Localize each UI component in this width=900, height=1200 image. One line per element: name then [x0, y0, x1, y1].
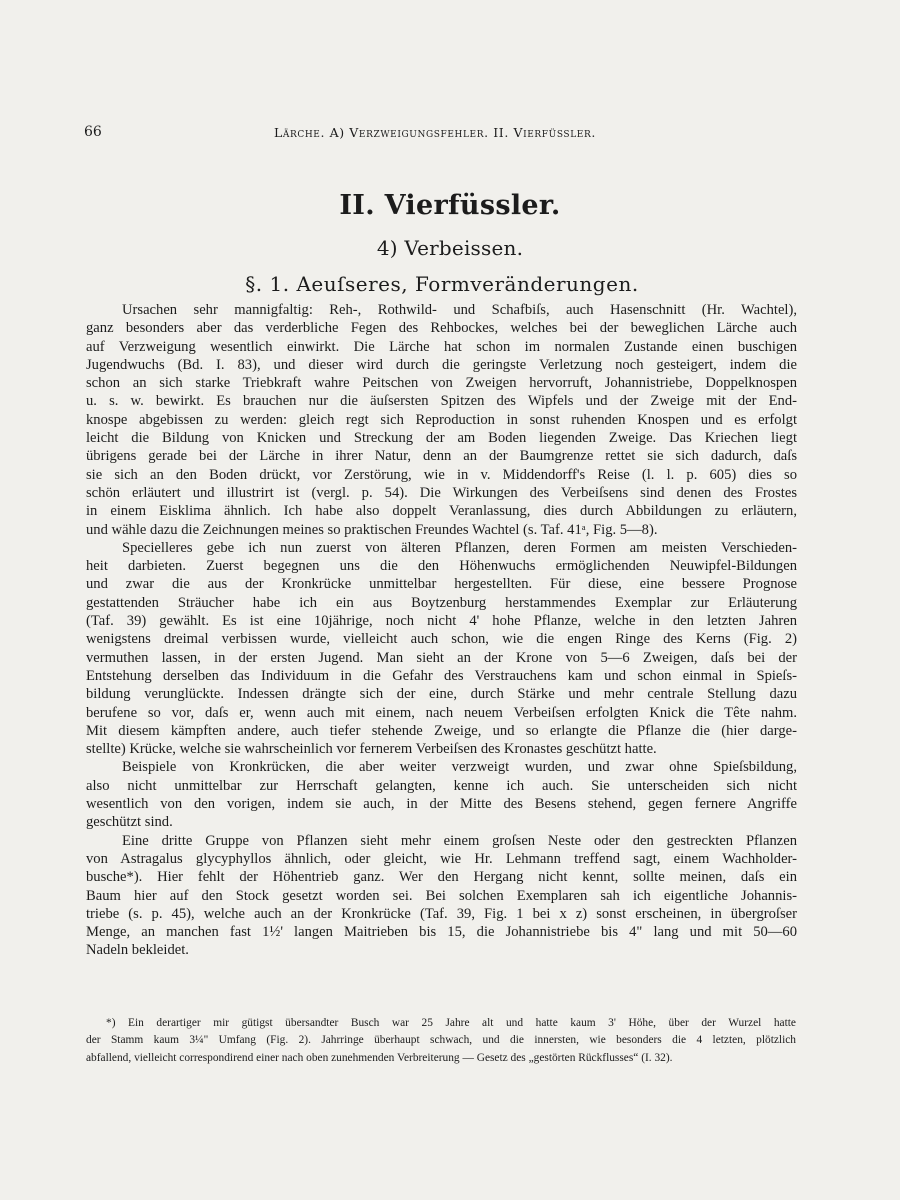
text-line: heit darbieten. Zuerst begegnen uns die den Höhenwuchs ermöglichenden Neuwipfel-Bildungen: [86, 558, 797, 575]
subsection-title: 4) Verbeissen.: [376, 236, 524, 260]
text-line: Baum hier auf den Stock gesetzt worden sei. Bei solchen Exemplaren sah ich eigentliche Johannis-: [86, 887, 797, 904]
text-line: also nicht unmittelbar zur Herrschaft gelangten, kenne ich auch. Sie unterscheiden sich nicht: [86, 777, 797, 794]
text-line: sie sich an den Boden drückt, vor Zerstörung, wie in v. Middendorff's Reise (l. l. p. 605) dies so: [86, 466, 797, 483]
text-line: Mit diesem kämpften andere, auch tiefer stehende Zweige, und so erlangte die Pflanze die (hier darge-: [86, 722, 797, 739]
text-line: stellte) Krücke, welche sie wahrscheinlich vor fernerem Verbeiſsen des Kronastes geschützt hatte.: [86, 741, 657, 758]
text-line: busche*). Hier fehlt der Höhentrieb ganz. Wer den Hergang nicht kennt, sollte meinen, daſs ein: [86, 869, 797, 886]
text-line: schön erläutert und illustrirt ist (vergl. p. 54). Die Wirkungen des Verbeiſsens sind denen des Frostes: [86, 484, 797, 501]
footnote-line: *) Ein derartiger mir gütigst übersandter Busch war 25 Jahre alt und hatte kaum 3' Höhe, über der Wurzel hatte: [106, 1017, 796, 1029]
paragraph-1: [86, 301, 797, 539]
text-line: Jugendwuchs (Bd. I. 83), und dieser wird durch die geringste Verletzung noch gesteigert, indem die: [86, 356, 797, 373]
text-line: Ursachen sehr mannigfaltig: Reh-, Rothwild- und Schafbiſs, auch Hasenschnitt (Hr. Wachtel),: [122, 302, 797, 318]
text-line: berufene so vor, daſs er, wenn auch mit einem, nach neuem Verbeiſsen erfolgten Knick die Tête nahm.: [86, 704, 797, 721]
text-line: triebe (s. p. 45), welche auch an der Kronkrücke (Taf. 39, Fig. 1 bei x z) sonst erscheinen, in übergroſser: [86, 905, 797, 922]
text-line: Entstehung derselben das Individuum in die Gefahr des Verstrauchens kam und schon einmal in Spieſs-: [86, 667, 797, 684]
text-line: und wähle dazu die Zeichnungen meines so praktischen Freundes Wachtel (s. Taf. 41ᵃ, Fig. 5—8).: [86, 521, 658, 538]
text-line: Specielleres gebe ich nun zuerst von älteren Pflanzen, deren Formen am meisten Verschieden-: [122, 539, 797, 556]
paragraph-3: [86, 758, 797, 831]
text-line: bildung verunglückte. Indessen drängte sich der eine, durch Stärke und mehr centrale Stellung dazu: [86, 686, 797, 703]
footnote-line: abfallend, vielleicht correspondirend einer nach oben zunehmenden Verbreiterung — Gesetz des „gestörten Rückflusses“ (I. 32).: [86, 1051, 673, 1064]
text-line: gestattenden Sträucher habe ich ein aus Boytzenburg herstammendes Exemplar zur Erläuterung: [86, 594, 797, 611]
paragraph-4: [86, 832, 797, 960]
text-line: knospe abgebissen zu werden: gleich regt sich Reproduction in sonst ruhenden Knospen und es erfolgt: [86, 411, 797, 428]
body-text: [86, 301, 797, 960]
text-line: u. s. w. bewirkt. Es brauchen nur die äuſsersten Spitzen des Wipfels und der Zweige mit der End-: [86, 393, 797, 410]
text-line: Eine dritte Gruppe von Pflanzen sieht mehr einem groſsen Neste oder den gestreckten Pflanzen: [122, 832, 797, 849]
text-line: übrigens gerade bei der Lärche in ihrer Natur, denn an der Baumgrenze rettet sie sich dadurch, daſs: [86, 448, 797, 465]
text-line: geschützt sind.: [86, 814, 173, 831]
running-head: [84, 124, 800, 144]
text-line: (Taf. 39) gewählt. Es ist eine 10jährige, noch nicht 4' hohe Pflanze, welche in den letzten Jahren: [86, 613, 797, 630]
text-line: vermuthen lassen, in der ersten Jugend. Man sieht an der Krone von 5—6 Zweigen, daſs bei der: [86, 649, 797, 666]
text-line: Menge, an manchen fast 1½' langen Maitrieben bis 15, die Johannistriebe bis 4" lang und mit 50—60: [86, 924, 797, 941]
text-line: Beispiele von Kronkrücken, die aber weiter verzweigt wurden, und zwar ohne Spieſsbildung,: [122, 759, 797, 776]
section-title: II. Vierfüssler.: [339, 190, 561, 221]
text-line: und zwar die aus der Kronkrücke unmittelbar hergestellten. Für diese, eine bessere Prognose: [86, 576, 797, 593]
page-number: 66: [84, 124, 102, 140]
text-line: wesentlich von den vorigen, indem sie auch, in der Mitte des Besens stehend, gegen fernere Angriffe: [86, 796, 797, 813]
paragraph-title: §. 1. Aeuſseres, Formveränderungen.: [245, 272, 639, 296]
text-line: ganz besonders aber das verderbliche Fegen des Rehbockes, welches bei der beweglichen Lärche auch: [86, 320, 797, 337]
text-line: Nadeln bekleidet.: [86, 942, 189, 959]
text-line: in einem Eisklima ähnlich. Ich habe also doppelt Veranlassung, dies durch Abbildungen zu erläutern,: [86, 503, 797, 520]
paragraph-2: [86, 539, 797, 759]
text-line: wenigstens dreimal verbissen wurde, vielleicht auch schon, wie die engen Ringe des Kerns (Fig. 2): [86, 631, 797, 648]
text-line: schon an sich starke Triebkraft wahre Peitschen von Zweigen hervorruft, Johannistriebe, Doppelknospen: [86, 375, 797, 392]
text-line: von Astragalus glycyphyllos ähnlich, oder gleicht, wie Hr. Lehmann treffend sagt, einem Wachholder-: [86, 850, 797, 867]
running-title: Lärche. A) Verzweigungsfehler. II. Vierfüssler.: [274, 125, 596, 140]
footnote-line: der Stamm kaum 3¼" Umfang (Fig. 2). Jahrringe überhaupt schwach, und die innersten, wie besonders die 4 letzten, plötzlich: [86, 1034, 796, 1047]
text-line: auf Verzweigung wesentlich einwirkt. Die Lärche hat schon im normalen Zustande einen buschigen: [86, 338, 797, 355]
text-line: leicht die Bildung von Knicken und Streckung der am Boden liegenden Zweige. Das Kriechen liegt: [86, 430, 797, 447]
footnote: [86, 1015, 796, 1067]
